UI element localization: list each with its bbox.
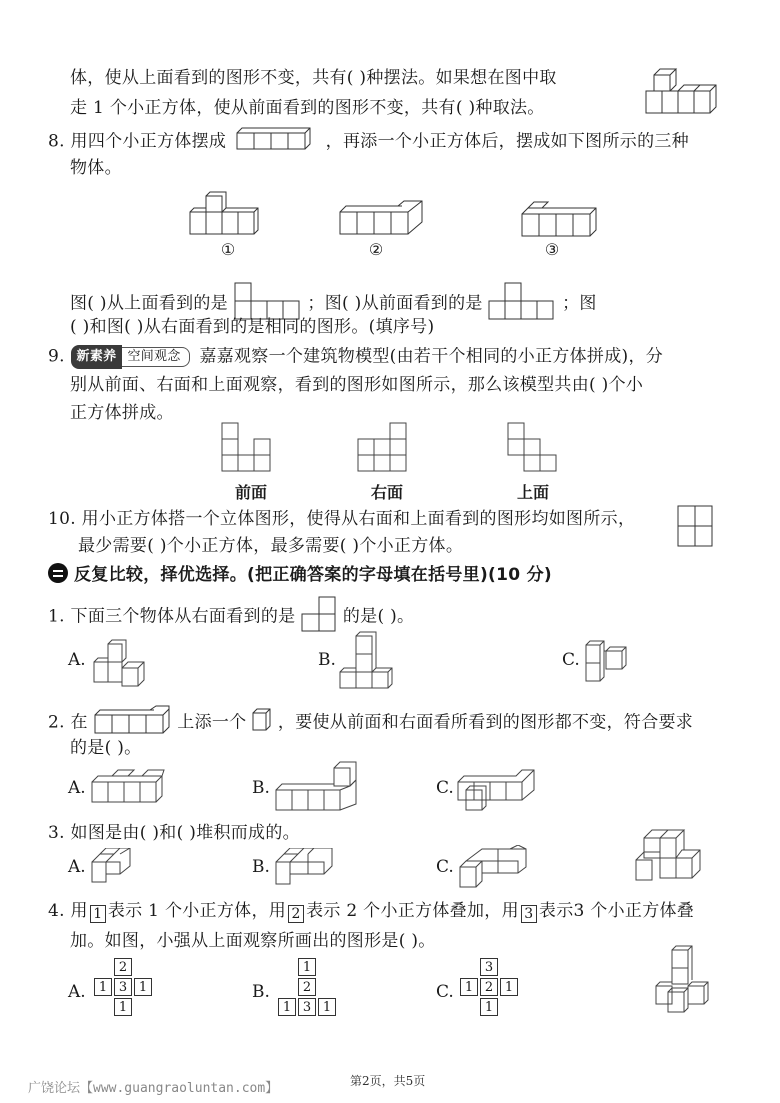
q8-line4: ( )和图( )从右面看到的是相同的图形。(填序号)	[70, 317, 435, 337]
s2q3-option-a[interactable]: A.	[68, 857, 86, 877]
s2q1-option-b[interactable]: B.	[318, 650, 336, 670]
s2q2-text-c: ，要使从前面和右面看所看到的图形都不变，符合要求	[277, 712, 694, 733]
q7-line2: 走 1 个小正方体，使从前面看到的图形不变，共有( )种取法。	[70, 98, 545, 118]
s2q2-figure-a	[90, 768, 180, 808]
badge-secondary: 空间观念	[122, 347, 189, 367]
q8-text-3b: ；图( )从前面看到的是	[307, 293, 483, 314]
q9-front-view	[221, 422, 273, 474]
s2q4-option-a[interactable]: A.	[68, 982, 86, 1002]
s2q2-line2: 的是( )。	[70, 738, 142, 758]
s2q1-text-b: 的是( )。	[342, 606, 415, 627]
section-2-title: 反复比较，择优选择。(把正确答案的字母填在括号里)(10 分)	[74, 565, 552, 585]
s2q2-text-b: 上添一个	[177, 712, 247, 733]
grid-cell: 1	[298, 958, 316, 976]
literacy-badge	[71, 345, 190, 369]
s2q1-option-c[interactable]: C.	[562, 650, 580, 670]
q8-figure-2	[338, 200, 428, 240]
grid-cell: 3	[480, 958, 498, 976]
grid-cell: 1	[480, 998, 498, 1016]
s2q1-figure-b	[338, 628, 404, 690]
s2q2-figure-c	[456, 768, 546, 814]
q10-line1: 10. 用小正方体搭一个立体图形，使得从右面和上面看到的图形均如图所示，	[48, 509, 636, 529]
s2q1-figure-a	[90, 636, 152, 688]
q8-text-3a: 图( )从上面看到的是	[70, 293, 228, 314]
grid-cell: 3	[114, 978, 132, 996]
s2q4-t4: 表示3 个小正方体叠	[538, 901, 695, 921]
grid-cell: 2	[298, 978, 316, 996]
q8-label-2: ②	[368, 240, 384, 259]
s2q3-option-b[interactable]: B.	[252, 857, 270, 877]
q9-top-view	[507, 422, 559, 474]
s2q2-option-b[interactable]: B.	[252, 778, 270, 798]
s2q4-option-c[interactable]: C.	[436, 982, 454, 1002]
section-two-icon	[48, 563, 68, 583]
q7-cube-figure	[644, 67, 720, 119]
s2q3-option-c[interactable]: C.	[436, 857, 454, 877]
q8-text-a: 8. 用四个小正方体摆成	[48, 131, 227, 152]
q9-label-front: 前面	[234, 483, 267, 502]
right-view-shape-icon	[301, 596, 337, 638]
q8-figure-1	[188, 188, 268, 238]
q10-line2: 最少需要( )个小正方体，最多需要( )个小正方体。	[78, 536, 464, 556]
single-cube-icon	[252, 708, 272, 738]
front-view-grid-icon	[488, 282, 556, 326]
four-cube-row-icon	[236, 127, 316, 157]
q9-line2: 别从前面、右面和上面观察，看到的图形如图所示，那么该模型共由( )个小	[70, 375, 644, 395]
grid-cell: 2	[114, 958, 132, 976]
base-cube-row-icon	[94, 705, 172, 741]
q9-right-view	[357, 422, 409, 474]
page-number: 第2页，共5页	[350, 1074, 426, 1088]
q9-text-1: 嘉嘉观察一个建筑物模型(由若干个相同的小正方体拼成)，分	[199, 346, 664, 367]
s2q1-text-a: 1. 下面三个物体从右面看到的是	[48, 606, 296, 627]
grid-cell: 2	[480, 978, 498, 996]
s2q3-target-figure	[634, 824, 714, 884]
grid-cell: 1	[318, 998, 336, 1016]
s2q4-option-b[interactable]: B.	[252, 982, 270, 1002]
q8-line1	[48, 127, 689, 157]
s2q3-line: 3. 如图是由( )和( )堆积而成的。	[48, 823, 300, 843]
q10-view-grid	[677, 505, 715, 547]
s2q4-target-figure	[652, 942, 712, 1014]
s2q2-text-a: 2. 在	[48, 712, 88, 733]
watermark: 广饶论坛【www.guangraoluntan.com】	[28, 1081, 279, 1096]
s2q4-line2: 加。如图，小强从上面观察所画出的图形是( )。	[70, 931, 436, 951]
q8-line2: 物体。	[70, 158, 122, 178]
s2q3-figure-a	[90, 848, 140, 884]
q8-label-1: ①	[220, 240, 236, 259]
s2q3-figure-c	[458, 845, 534, 889]
s2q4-t1: 4. 用	[48, 901, 88, 921]
q9-number: 9.	[48, 346, 65, 367]
s2q2-option-c[interactable]: C.	[436, 778, 454, 798]
q8-figure-3	[520, 200, 610, 240]
s2q2-option-a[interactable]: A.	[68, 778, 86, 798]
grid-cell: 1	[94, 978, 112, 996]
legend-box-3: 3	[521, 905, 537, 923]
grid-cell: 1	[114, 998, 132, 1016]
s2q4-t3: 表示 2 个小正方体叠加，用	[306, 901, 519, 921]
s2q1-figure-c	[584, 637, 644, 687]
grid-cell: 1	[500, 978, 518, 996]
legend-box-2: 2	[288, 905, 304, 923]
q8-text-3c: ；图	[562, 293, 597, 314]
badge-primary: 新素养	[71, 345, 123, 369]
q9-label-top: 上面	[516, 483, 549, 502]
q7-line1: 体，使从上面看到的图形不变，共有( )种摆法。如果想在图中取	[70, 68, 557, 88]
q9-line1	[48, 345, 663, 369]
s2q4-line1	[48, 900, 694, 923]
legend-box-1: 1	[90, 905, 106, 923]
s2q4-t2: 表示 1 个小正方体，用	[107, 901, 287, 921]
q8-label-3: ③	[544, 240, 560, 259]
s2q2-line1	[48, 705, 693, 741]
s2q3-figure-b	[274, 848, 340, 886]
s2q2-figure-b	[274, 760, 364, 812]
q8-text-b: ，再添一个小正方体后，摆成如下图所示的三种	[325, 131, 689, 152]
grid-cell: 1	[460, 978, 478, 996]
s2q1-option-a[interactable]: A.	[68, 650, 86, 670]
q9-label-right: 右面	[370, 483, 403, 502]
section-2-heading	[48, 563, 552, 586]
grid-cell: 1	[278, 998, 296, 1016]
grid-cell: 1	[134, 978, 152, 996]
q9-line3: 正方体拼成。	[70, 403, 174, 423]
grid-cell: 3	[298, 998, 316, 1016]
